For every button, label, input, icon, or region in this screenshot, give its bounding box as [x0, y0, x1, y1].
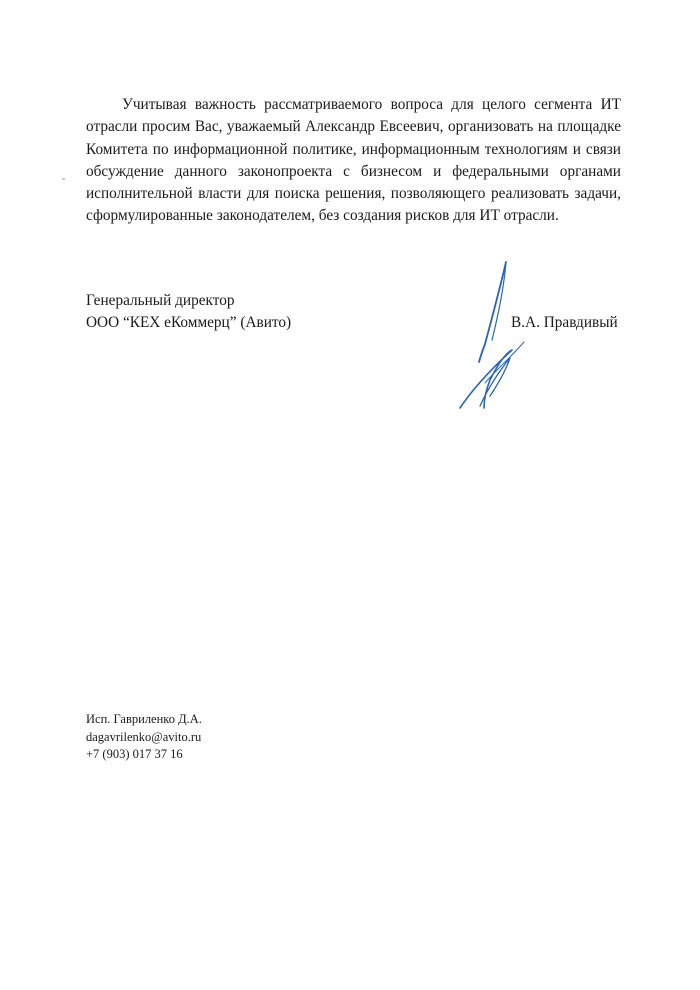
contact-block	[86, 711, 202, 764]
scan-speck	[62, 178, 65, 180]
signatory-organization: ООО “КЕХ еКоммерц” (Авито)	[86, 314, 292, 332]
signatory-block	[86, 290, 291, 335]
signature-stroke	[460, 350, 512, 408]
body-line: сформулированные законодателем, без создания рисков для ИТ отрасли.	[86, 207, 559, 225]
signatory-position: Генеральный директор	[86, 292, 235, 309]
handwritten-signature	[440, 258, 530, 410]
executor-name: Исп. Гавриленко Д.А.	[86, 712, 202, 726]
body-line: отрасли просим Вас, уважаемый Александр Евсеевич, организовать на площадке	[86, 118, 621, 136]
executor-email: dagavrilenko@avito.ru	[86, 729, 202, 744]
signature-stroke	[479, 262, 506, 362]
signatory-name: В.А. Правдивый	[511, 314, 618, 331]
signature-stroke	[485, 342, 524, 383]
body-line: исполнительной власти для поиска решения, позволяющего реализовать задачи,	[86, 185, 621, 203]
executor-phone: +7 (903) 017 37 16	[86, 747, 183, 761]
body-line: обсуждение данного законопроекта с бизнесом и федеральными органами	[86, 162, 621, 180]
letter-body	[86, 94, 621, 228]
body-line: Комитета по информационной политике, информационным технологиям и связи	[86, 140, 621, 158]
body-line: Учитывая важность рассматриваемого вопроса для целого сегмента ИТ	[122, 96, 621, 113]
